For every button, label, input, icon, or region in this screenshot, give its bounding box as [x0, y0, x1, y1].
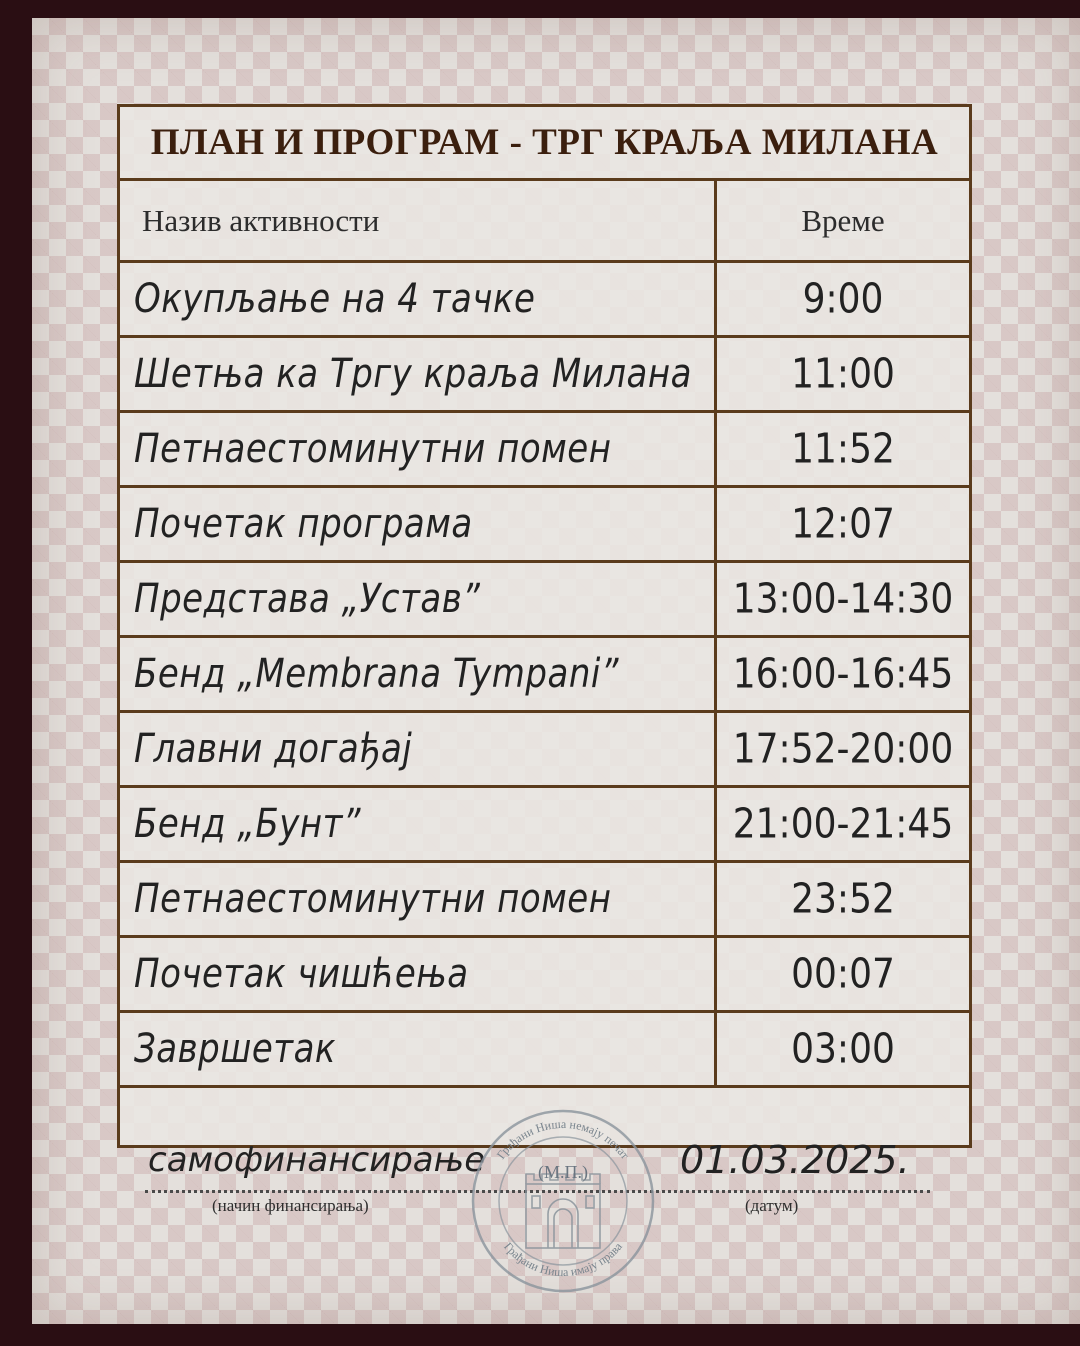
schedule-table: [117, 104, 972, 1148]
activity-name: Почетак чишћења: [134, 950, 469, 998]
column-header-name: Назив активности: [120, 181, 717, 260]
activity-time: 12:07: [791, 500, 895, 548]
activity-time: 16:00-16:45: [732, 650, 954, 698]
activity-time: 17:52-20:00: [732, 725, 954, 773]
activity-time: 11:52: [791, 425, 895, 473]
table-row: [120, 938, 969, 1013]
table-row: [120, 788, 969, 863]
activity-time: 00:07: [791, 950, 895, 998]
activity-time: 23:52: [791, 875, 895, 923]
table-header-row: [120, 181, 969, 263]
activity-name: Главни догађај: [134, 725, 413, 773]
table-row: [120, 413, 969, 488]
table-row: [120, 638, 969, 713]
activity-name: Петнаестоминутни помен: [134, 425, 612, 473]
financing-value: самофинансирање: [148, 1140, 486, 1180]
table-title: ПЛАН И ПРОГРАМ - ТРГ КРАЉА МИЛАНА: [120, 107, 969, 181]
activity-time: 21:00-21:45: [732, 800, 954, 848]
activity-time: 03:00: [791, 1025, 895, 1073]
activity-name: Бенд „Бунт”: [134, 800, 361, 848]
activity-name: Окупљање на 4 тачке: [134, 275, 536, 323]
activity-name: Представа „Устав”: [134, 575, 481, 623]
activity-name: Бенд „Membrana Tympani”: [134, 650, 619, 698]
table-row: [120, 263, 969, 338]
seal-text-top: Грађани Ниша немају печат: [493, 1116, 633, 1162]
table-row: [120, 1013, 969, 1088]
table-row: [120, 863, 969, 938]
seal-mp-label: (М.П.): [538, 1162, 588, 1182]
activity-name: Почетак програма: [134, 500, 473, 548]
table-row: [120, 488, 969, 563]
table-row: [120, 563, 969, 638]
activity-name: Петнаестоминутни помен: [134, 875, 612, 923]
table-row: [120, 713, 969, 788]
table-row: [120, 338, 969, 413]
date-value: 01.03.2025.: [680, 1138, 910, 1182]
stamp-seal-icon: [468, 1106, 658, 1296]
activity-name: Завршетак: [134, 1025, 336, 1073]
date-label: (датум): [745, 1196, 799, 1215]
activity-name: Шетња ка Тргу краља Милана: [134, 350, 692, 398]
activity-time: 9:00: [802, 275, 884, 323]
financing-label: (начин финансирања): [212, 1196, 369, 1215]
seal-text-bottom: Грађани Ниша имају права: [501, 1239, 625, 1280]
activity-time: 11:00: [791, 350, 895, 398]
column-header-time: Време: [801, 202, 885, 238]
activity-time: 13:00-14:30: [732, 575, 954, 623]
